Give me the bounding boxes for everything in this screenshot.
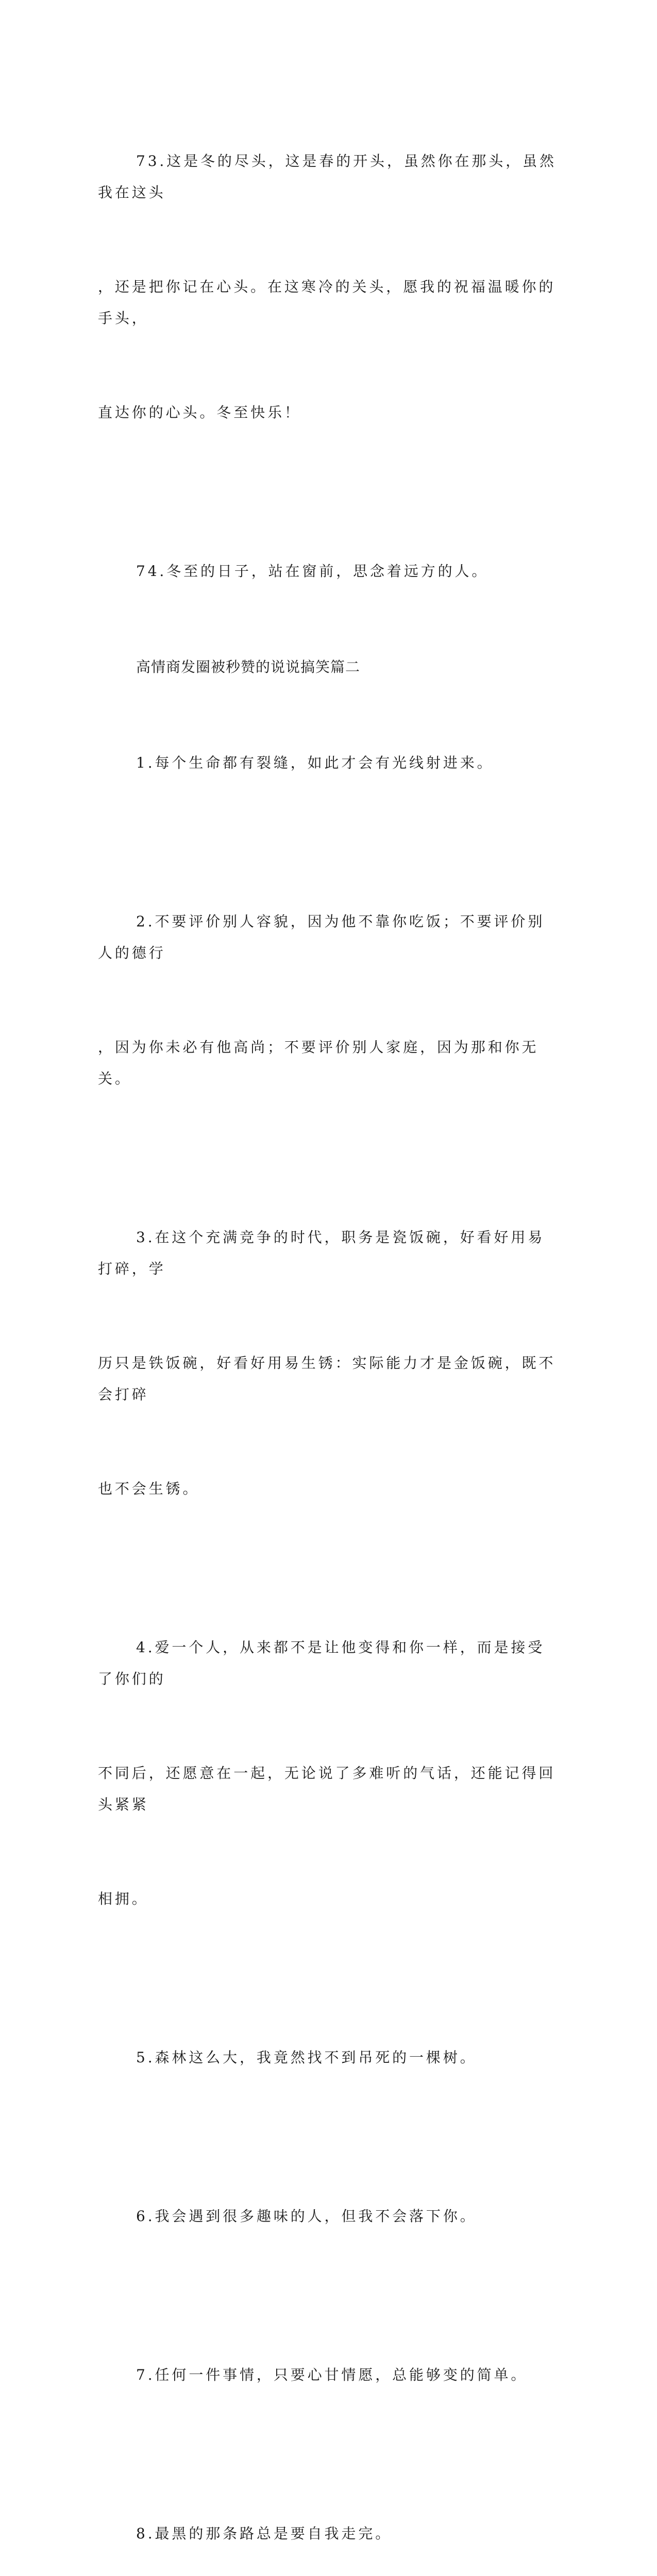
list-item-7 — [98, 2296, 562, 2453]
paragraph-line: 直达你的心头。冬至快乐！ — [98, 404, 301, 421]
list-item-8 — [98, 2455, 562, 2576]
paragraph-line: 73.这是冬的尽头，这是春的开头，虽然你在那头，虽然我在这头 — [98, 152, 557, 201]
list-item-4 — [98, 1569, 562, 1977]
paragraph-line: 8.最黑的那条路总是要自我走完。 — [136, 2525, 393, 2542]
paragraph-line: 相拥。 — [98, 1890, 149, 1907]
section-heading: 高情商发圈被秒赞的说说搞笑篇二 — [136, 658, 361, 675]
list-item-5 — [98, 1979, 562, 2136]
paragraph-line: 5.森林这么大，我竟然找不到吊死的一棵树。 — [136, 2049, 477, 2066]
paragraph-73 — [98, 82, 562, 491]
paragraph-74 — [98, 493, 562, 650]
paragraph-line: 74.冬至的日子，站在窗前，思念着远方的人。 — [136, 563, 489, 580]
list-item-6 — [98, 2138, 562, 2295]
paragraph-line: ，因为你未必有他高尚；不要评价别人家庭，因为那和你无关。 — [98, 1039, 539, 1087]
document-body — [98, 82, 562, 2576]
paragraph-line: 3.在这个充满竞争的时代，职务是瓷饭碗，好看好用易打碎，学 — [98, 1229, 545, 1277]
paragraph-line: ，还是把你记在心头。在这寒冷的关头，愿我的祝福温暖你的手头， — [98, 278, 556, 327]
paragraph-line: 7.任何一件事情，只要心甘情愿，总能够变的简单。 — [136, 2366, 528, 2383]
paragraph-line: 6.我会遇到很多趣味的人，但我不会落下你。 — [136, 2208, 477, 2225]
paragraph-line: 历只是铁饭碗，好看好用易生锈：实际能力才是金饭碗，既不会打碎 — [98, 1354, 556, 1403]
paragraph-line: 1.每个生命都有裂缝，如此才会有光线射进来。 — [136, 754, 494, 771]
list-item-1 — [98, 684, 562, 841]
list-item-3 — [98, 1159, 562, 1567]
paragraph-line: 4.爱一个人，从来都不是让他变得和你一样，而是接受了你们的 — [98, 1639, 545, 1687]
paragraph-line: 2.不要评价别人容貌，因为他不靠你吃饭；不要评价别人的德行 — [98, 913, 545, 961]
paragraph-line: 也不会生锈。 — [98, 1480, 200, 1497]
list-item-2 — [98, 843, 562, 1157]
paragraph-line: 不同后，还愿意在一起，无论说了多难听的气话，还能记得回头紧紧 — [98, 1765, 556, 1813]
